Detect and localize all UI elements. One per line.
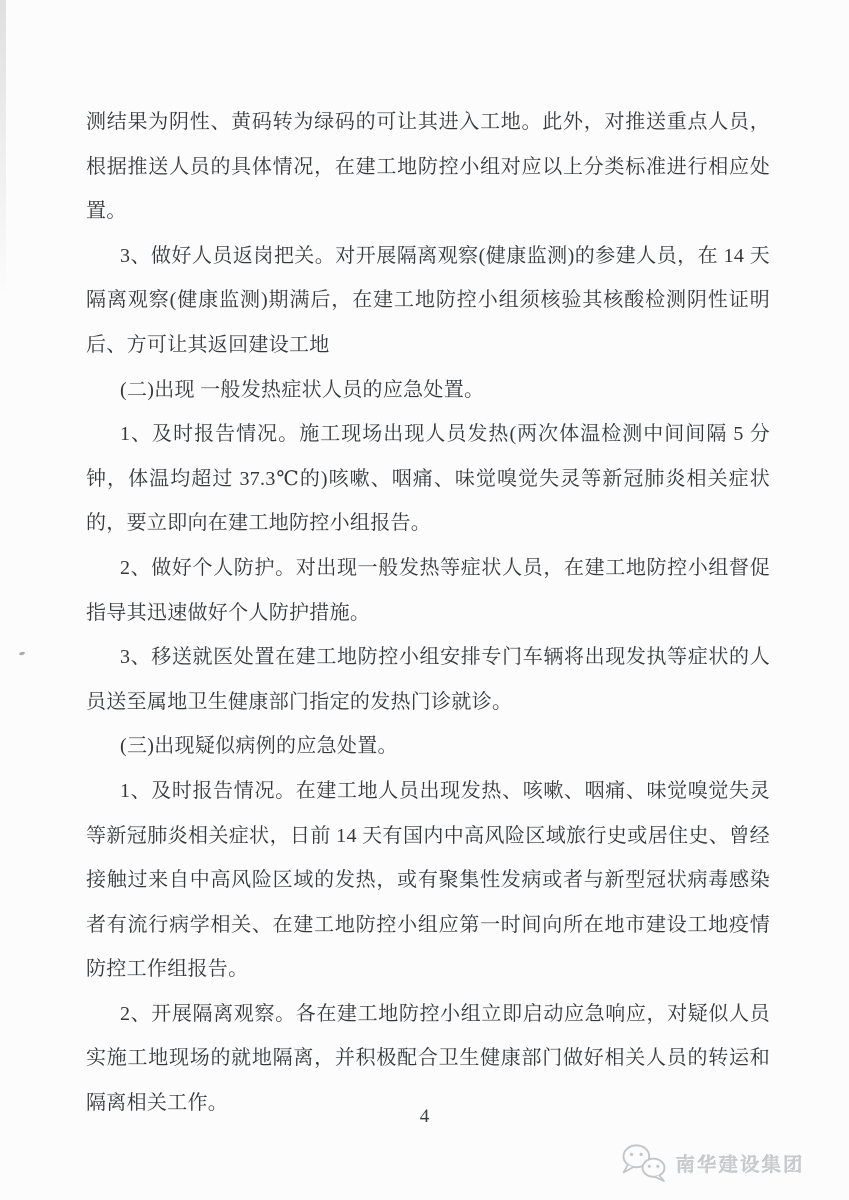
paragraph: (二)出现 一般发热症状人员的应急处置。 bbox=[120, 378, 485, 401]
paragraph: 2、开展隔离观察。各在建工地防控小组立即启动应急响应，对疑似人员实施工地现场的就地隔离，并积极配合卫生健康部门做好相关人员的转运和隔离相关工作。 bbox=[86, 1002, 770, 1115]
brand-name: 南华建设集团 bbox=[675, 1153, 805, 1176]
scan-edge-shadow bbox=[0, 0, 6, 300]
document-body bbox=[86, 100, 770, 1126]
paragraph: (三)出现疑似病例的应急处置。 bbox=[120, 735, 398, 758]
scan-speck bbox=[19, 651, 26, 655]
paragraph: 3、做好人员返岗把关。对开展隔离观察(健康监测)的参建人员，在 14 天隔离观察(健康监测)期满后，在建工地防控小组须核验其核酸检测阴性证明后、方可让其返回建设工地 bbox=[86, 244, 770, 356]
page-number: 4 bbox=[419, 1106, 430, 1127]
paragraph: 2、做好个人防护。对出现一般发热等症状人员，在建工地防控小组督促指导其迅速做好个人防护措施。 bbox=[86, 556, 770, 624]
wechat-icon bbox=[619, 1143, 669, 1183]
paragraph: 1、及时报告情况。在建工地人员出现发热、咳嗽、咽痛、味觉嗅觉失灵等新冠肺炎相关症状，日前 14 天有国内中高风险区域旅行史或居住史、曾经接触过来自中高风险区域的发热，或有聚集性发病或者与新型冠状病毒感染者有流行病学相关、在建工地防控小组应第一时间向所在地市建设工地疫情防控工作组报告。 bbox=[86, 779, 770, 981]
paragraph: 1、及时报告情况。施工现场出现人员发热(两次体温检测中间间隔 5 分钟，体温均超过 37.3℃的)咳嗽、咽痛、味觉嗅觉失灵等新冠肺炎相关症状的，要立即向在建工地防控小组报告。 bbox=[86, 423, 770, 535]
footer-brand bbox=[619, 1142, 805, 1184]
paragraph: 测结果为阴性、黄码转为绿码的可让其进入工地。此外，对推送重点人员，根据推送人员的具体情况，在建工地防控小组对应以上分类标准进行相应处置。 bbox=[86, 111, 770, 223]
paragraph: 3、移送就医处置在建工地防控小组安排专门车辆将出现发执等症状的人员送至属地卫生健康部门指定的发热门诊就诊。 bbox=[86, 646, 770, 713]
